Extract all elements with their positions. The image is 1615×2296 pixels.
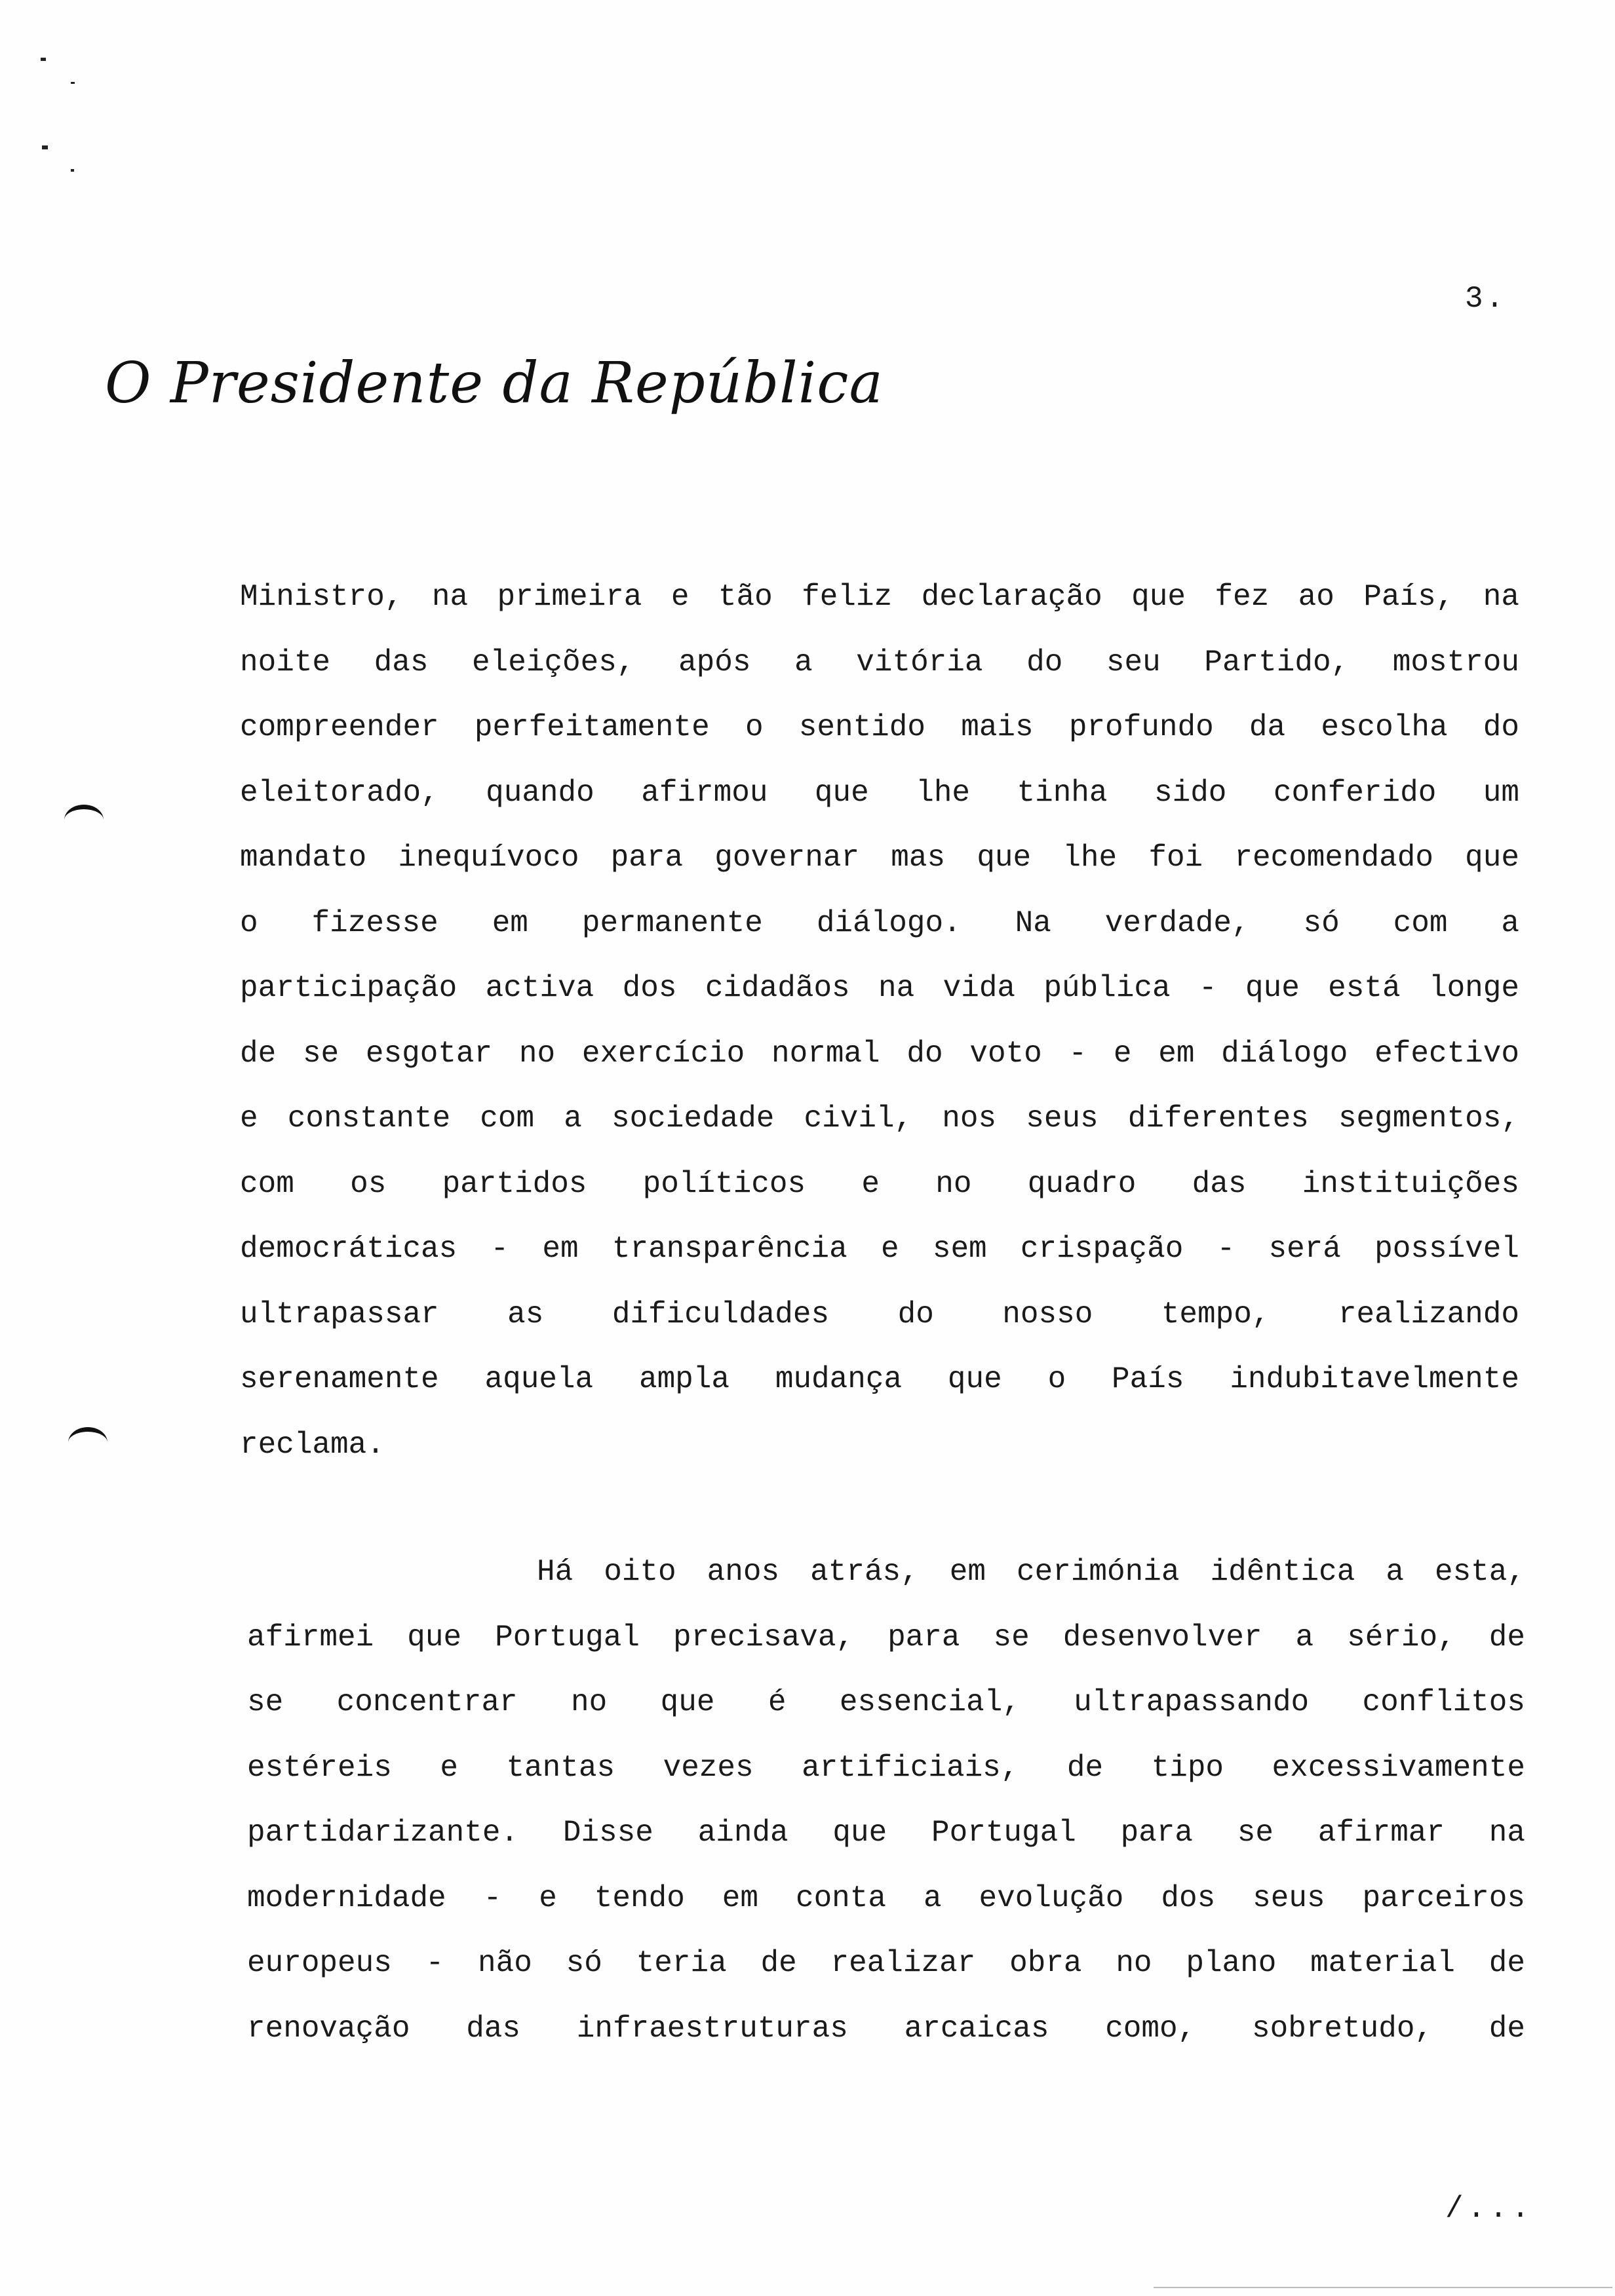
text-line: democráticas - em transparência e sem crispação - será possível [240,1232,1519,1266]
paragraph [247,1540,1525,2061]
scan-mark [71,169,74,172]
text-line: compreender perfeitamente o sentido mais profundo da escolha do [240,710,1519,744]
scan-edge-line [1154,2287,1612,2288]
text-line: afirmei que Portugal precisava, para se desenvolver a sério, de [247,1620,1525,1655]
scan-mark [71,82,75,84]
continuation-mark: /... [1445,2192,1534,2226]
scan-mark [42,145,48,149]
text-line: Ministro, na primeira e tão feliz declaração que fez ao País, na [240,580,1519,614]
text-line: modernidade - e tendo em conta a evolução dos seus parceiros [247,1881,1525,1915]
scan-mark [41,58,46,61]
text-line: ultrapassar as dificuldades do nosso tempo, realizando [240,1297,1519,1331]
text-line: de se esgotar no exercício normal do voto - e em diálogo efectivo [240,1036,1519,1071]
text-line: estéreis e tantas vezes artificiais, de tipo excessivamente [247,1750,1525,1785]
page-number: 3. [1465,282,1507,316]
text-line: eleitorado, quando afirmou que lhe tinha sido conferido um [240,775,1519,810]
text-line: o fizesse em permanente diálogo. Na verdade, só com a [240,906,1519,940]
text-line: europeus - não só teria de realizar obra no plano material de [247,1946,1525,1980]
punch-hole-mark [64,805,104,835]
text-line: e constante com a sociedade civil, nos seus diferentes segmentos, [240,1101,1519,1136]
paragraph [240,565,1519,1478]
text-line: serenamente aquela ampla mudança que o País indubitavelmente [240,1362,1519,1396]
punch-hole-mark [68,1427,107,1458]
letterhead-title: O Presidente da República [105,351,884,416]
text-line: renovação das infraestruturas arcaicas como, sobretudo, de [247,2011,1525,2046]
text-line: reclama. [240,1427,385,1462]
text-line: Há oito anos atrás, em cerimónia idêntica a esta, [537,1555,1525,1589]
text-line: participação activa dos cidadãos na vida pública - que está longe [240,971,1519,1005]
text-line: partidarizante. Disse ainda que Portugal para se afirmar na [247,1816,1525,1850]
text-line: mandato inequívoco para governar mas que lhe foi recomendado que [240,841,1519,875]
text-line: com os partidos políticos e no quadro das instituições [240,1166,1519,1201]
text-line: noite das eleições, após a vitória do seu Partido, mostrou [240,645,1519,679]
text-line: se concentrar no que é essencial, ultrapassando conflitos [247,1685,1525,1719]
